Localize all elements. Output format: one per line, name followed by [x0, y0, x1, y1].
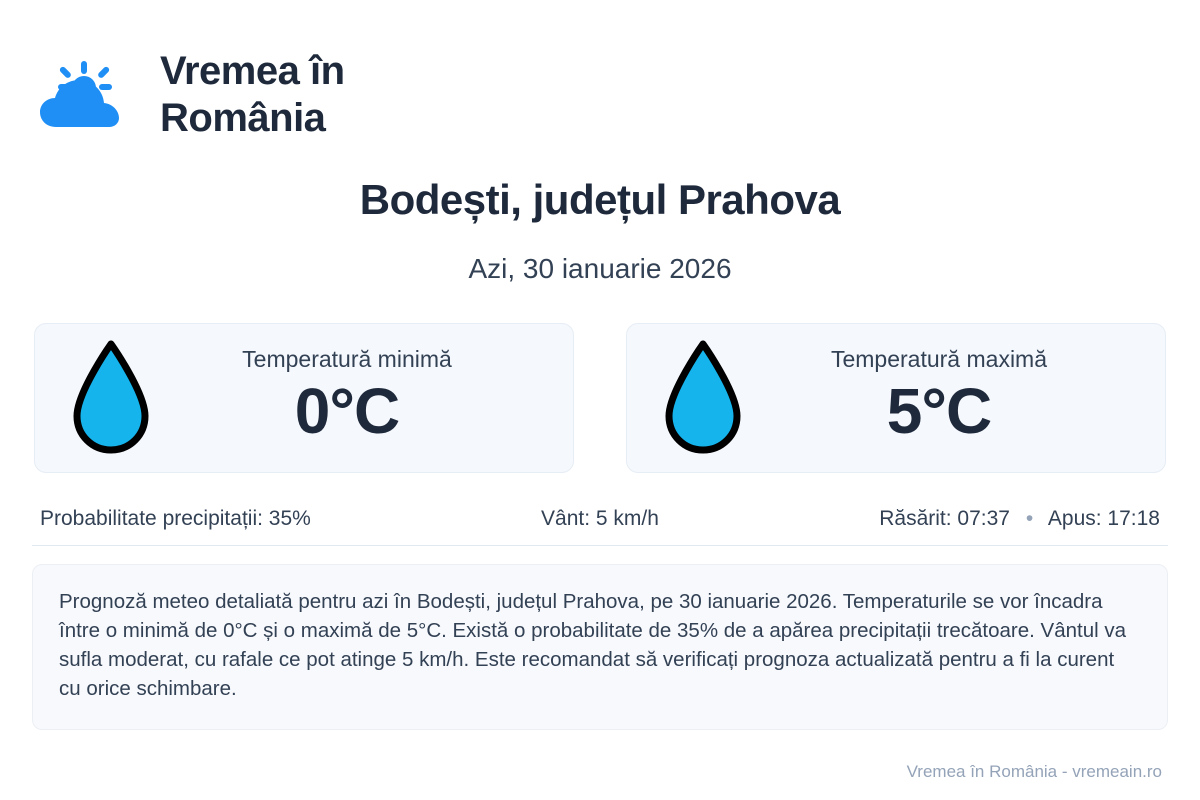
sun-cloud-icon — [38, 55, 142, 135]
min-temperature-value: 0°C — [294, 375, 400, 448]
sunset-info: Apus: 17:18 — [1047, 506, 1160, 530]
weather-meta-row — [32, 507, 1168, 546]
max-temperature-card — [626, 323, 1166, 473]
wind-info: Vânt: 5 km/h — [541, 506, 659, 530]
meta-separator: • — [1025, 506, 1034, 530]
min-temperature-body — [159, 346, 545, 449]
page-title: Bodești, județul Prahova — [359, 176, 841, 224]
temperature-cards — [32, 323, 1168, 473]
min-temperature-card — [34, 323, 574, 473]
sun-times-info — [787, 507, 1160, 531]
precipitation-info: Probabilitate precipitații: 35% — [40, 506, 311, 530]
max-temperature-body — [751, 346, 1137, 449]
brand-title: Vremea în România — [160, 49, 345, 141]
max-temperature-label: Temperatură maximă — [830, 346, 1048, 373]
footer-credit: Vremea în România - vremeain.ro — [906, 762, 1162, 781]
water-drop-icon — [655, 338, 751, 458]
water-drop-icon — [63, 338, 159, 458]
sunrise-info: Răsărit: 07:37 — [879, 506, 1010, 530]
forecast-description: Prognoză meteo detaliată pentru azi în Bodești, județul Prahova, pe 30 ianuarie 2026. Temperaturile se vor încadra între o minimă de 0°C și o maximă de 5°C. Există o probabilitate de 35% de a apărea precipitații trecătoare. Vântul va sufla moderat, cu rafale ce pot atinge 5 km/h. Este recomandat să verificați prognoza actualizată pentru a fi la curent cu orice schimbare. — [32, 564, 1168, 730]
brand-header — [32, 0, 1168, 142]
min-temperature-label: Temperatură minimă — [242, 346, 452, 373]
date-line: Azi, 30 ianuarie 2026 — [468, 252, 732, 284]
max-temperature-value: 5°C — [886, 375, 992, 448]
